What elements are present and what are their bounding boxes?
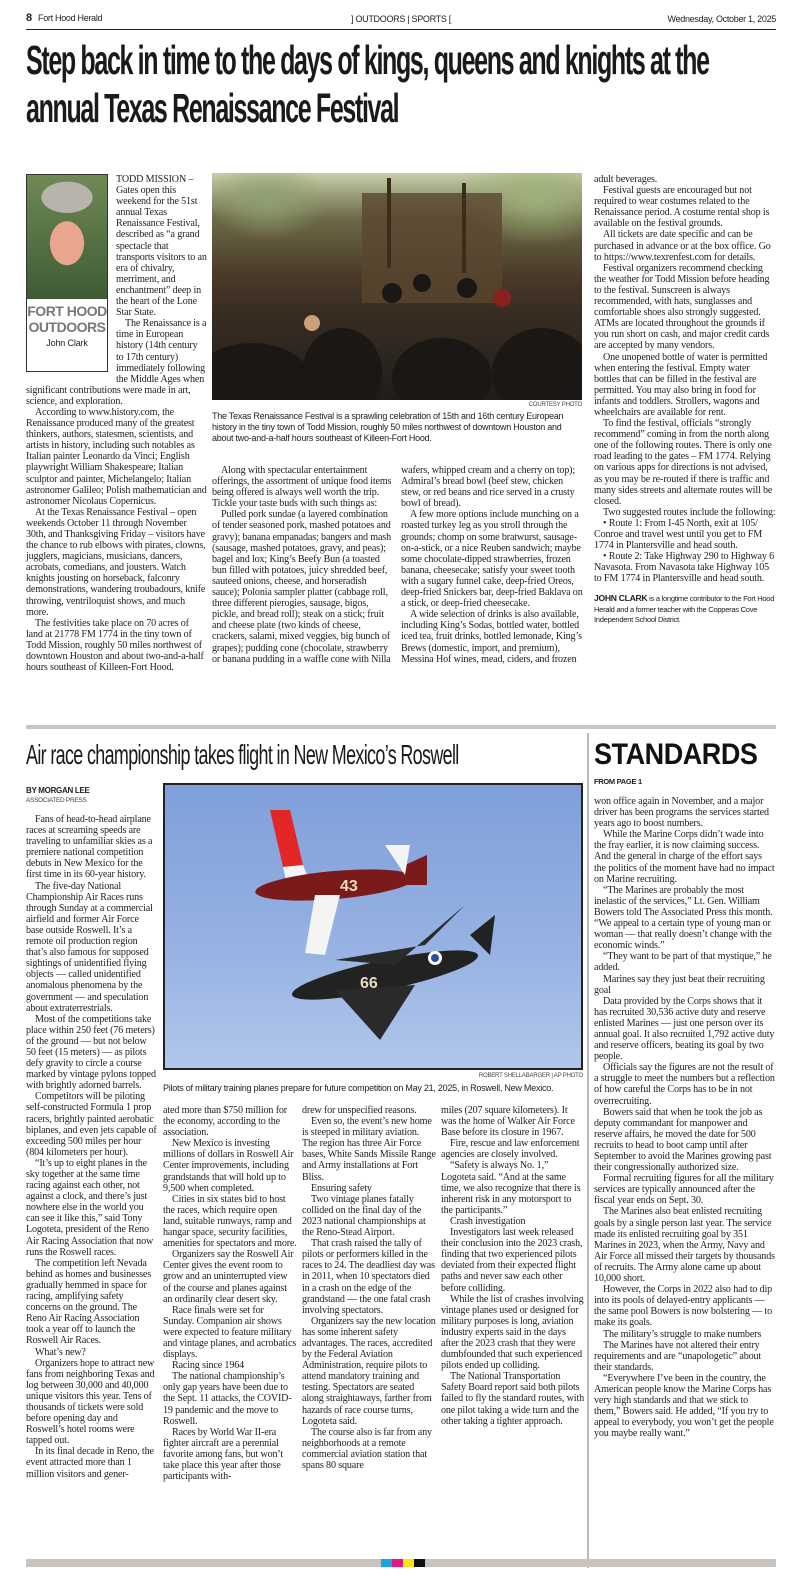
paragraph: Fire, rescue and law enforcement agencies are closely involved. [441,1138,580,1161]
paragraph: Crash investigation [450,1215,526,1227]
air-race-headline: Air race championship takes flight in New Mexico’s Roswell [26,739,459,770]
paragraph: One unopened bottle of water is permitted when entering the festival. Empty water bottles that can be filled in the festival are permitted. You may also bring in food for infants and toddlers. Strollers, wagons and wheelchairs are available for rent. [594,351,768,418]
jump-label: FROM PAGE 1 [594,777,642,786]
columnist-logo [26,174,108,372]
paragraph: Organizers hope to attract new fans from neighboring Texas and log between 30,000 and 40,000 unique visitors this year. Tens of thousands of tickets were sold before opening day and Roswell’s hotel rooms were tapped out. [26,1357,155,1447]
column-title [27,303,107,335]
page-number: 8 [26,12,32,24]
registration-marks [381,1559,425,1567]
page-header [26,12,776,30]
paragraph: The Marines have not altered their entry requirements and are “unapologetic” about their standards. [594,1339,762,1373]
paragraph: New Mexico is investing millions of dollars in Roswell Air Center improvements, including grandstands that will hold up to 9,500 when completed. [163,1138,294,1194]
agency: ASSOCIATED PRESS [26,797,87,804]
plane-43-illustration [254,810,427,955]
standards-column [594,796,776,1439]
black-mark [414,1559,425,1567]
paragraph: Racing since 1964 [172,1360,245,1372]
paper-name: Fort Hood Herald [38,13,103,23]
photo-caption: The Texas Renaissance Festival is a sprawling celebration of 15th and 16th century European history in the tiny town of Todd Mission, roughly 50 miles northwest of downtown Houston and about two-and-a-half hours southeast of Killeen-Fort Hood. [212,411,564,443]
paragraph: • Route 2: Take Highway 290 to Highway 6 Navasota. From Navasota take Highway 105 to FM 1774 in Plantersville and head south. [594,551,775,585]
paragraph: Along with spectacular entertainment offerings, the assortment of unique food items being offered is always well worth the trip. Tickle your taste buds with such things as: [212,465,392,510]
paragraph: Festival organizers recommend checking the weather for Todd Mission before heading to the festival. Sunscreen is always recommended, with hats, sunglasses and comfortable shoes also strongly suggested. ATMs are located throughout the grounds if you run short on cash, and major credit cards are accepted by many vendors. [594,262,770,352]
article1-column-1 [26,174,207,673]
paragraph: Two vintage planes fatally collided on the final day of the 2023 national championships at the Reno-Stead Airport. [302,1193,426,1239]
paragraph: Formal recruiting figures for all the military services are typically announced after the fiscal year ends on Sept. 30. [594,1173,774,1207]
article2-column-4 [441,1105,584,1427]
magenta-mark [392,1559,403,1567]
plane-number-43: 43 [340,878,358,895]
byline: BY MORGAN LEE [26,786,90,795]
column-divider [587,733,589,1568]
article2-column-2 [163,1105,297,1482]
paragraph: A few more options include munching on a roasted turkey leg as you stroll through the grounds; chomp on some bratwurst, sausage-on-a-stick, or a nice Reuben sandwich; maybe some chocolate-dipped strawberries, frozen banana, cheesecake; satisfy your sweet tooth with a sugary funnel cake, deep-fried Oreos, deep-fried Snickers bar, deep-fried Baklava on a stick, or deep-fried cheesecake. [401,509,583,610]
planes-illustration [165,785,581,1068]
paragraph: According to www.history.com, the Renaissance produced many of the greatest thinkers, authors, statesmen, scientists, and artists in history, including such notables as Italian painter Leonardo da Vinci; English playwright William Shakespeare; Italian sculptor and painter, Michelangelo; Italian astronomer Galileo; Polish mathematician and astronomer Nicolaus Copernicus. [26,406,207,507]
paragraph: Festival guests are encouraged but not required to wear costumes related to the Renaissance period. A costume rental shop is available on the festival grounds. [594,185,770,230]
paragraph: • Route 1: From I-45 North, exit at 105/ Conroe and travel west until you get to FM 1774 in Plantersville and head south. [594,517,763,552]
cyan-mark [381,1559,392,1567]
paragraph: Officials say the figures are not the result of a struggle to meet the numbers but a reflection of how careful the Corps has to be in not overrecruiting. [594,1062,775,1107]
air-race-photo [163,783,583,1070]
paragraph: That crash raised the tally of pilots or performers killed in the races to 24. The deadliest day was in 2011, when 10 spectators died in a crash on the edge of the grandstand — the one fatal crash involving spectators. [302,1238,435,1316]
photo2-credit: ROBERT SHELLABARGER | AP PHOTO [478,1073,583,1079]
paragraph: Data provided by the Corps shows that it has recruited 30,536 active duty and reserve enlisted Marines — just one person over its annual goal. It also recruited 1,792 active duty and reserve officers, beating its goal by two people. [594,995,775,1063]
columnist-name: John Clark [46,338,88,348]
paragraph: At the Texas Renaissance Festival – open weekends October 11 through November 30th, and Thanksgiving Friday – visitors have the chance to rub elbows with pirates, clowns, jugglers, magicians, musicians, dancers, acrobats, comedians, and jousters. Watch knights jousting on horseback, falconry demonstrations, wandering troubadours, knife throwing, ventriloquist shows, and much more. [26,506,206,618]
article1-column-3 [401,465,583,665]
standards-headline: STANDARDS [594,738,758,771]
issue-date: Wednesday, October 1, 2025 [667,14,776,24]
paragraph: The course also is far from any neighborhoods at a remote commercial aviation station that spans 80 square [302,1426,432,1471]
paragraph: “They want to be part of that mystique,” he added. [594,951,772,974]
paragraph: “Everywhere I’ve been in the country, the American people know the Marine Corps has very high standards and that we stick to them,” Bowers said. He added, “If you try to appeal to everybody, you won’t get the people you maybe really want.” [594,1372,774,1440]
plane-number-66: 66 [360,975,378,992]
photo2-caption: Pilots of military training planes prepare for future competition on May 21, 2025, in Roswell, New Mexico. [163,1083,554,1093]
article-headline: Step back in time to the days of kings, queens and knights at the annual Texas Renaissance Festival [26,37,709,131]
paragraph: The National Transportation Safety Board report said both pilots failed to fly the standard routes, with one pilot taking a wide turn and the other taking a tighter approach. [441,1371,584,1427]
paragraph: Bowers said that when he took the job as deputy commandant for manpower and reserve affairs, he moved the date for 500 recruits to head to boot camp until after September to avoid the Marines growing past their congressionally authorized size. [594,1106,772,1174]
paragraph: The competition left Nevada behind as homes and businesses gradually hemmed in space for racing, amplifying safety concerns on the ground. The Reno Air Racing Association took a year off to launch the Roswell Air Races. [26,1257,152,1347]
paragraph: Pulled pork sundae (a layered combination of tender seasoned pork, mashed potatoes and gravy); banana empanadas; bangers and mash (sausage, mashed potatoes, gravy, and peas); bagel and lox; King’s Beefy Bun (a toasted bun filled with potatoes, juicy shredded beef, sauteed onions, cheese, and horseradish sauce); Polonia sampler platter (cabbage roll, three different pierogies, sausage, bigos, pickle, and bread roll); steak on a stick; fruit and cheese plate (two kinds of cheese, crackers, salami, mixed veggies, big bunch of grapes); pudding cone (chocolate, strawberry or banana pudding in a waffle cone with Nilla [212,509,391,665]
paragraph: To find the festival, officials “strongly recommend” coming in from the north along one of the following routes. There is only one road leading to the gates – FM 1774. Relying on various apps for directions is not advised, as you may be re-routed if there is traffic and many sides streets and alternate routes will be closed. [594,418,773,507]
author-bio-name: JOHN CLARK [594,593,648,604]
paragraph: In its final decade in Reno, the event attracted more than 1 million visitors and gener- [26,1446,154,1480]
paragraph: drew for unspecified reasons. [302,1105,417,1116]
renaissance-festival-photo [212,173,582,400]
paragraph: However, the Corps in 2022 also had to dip into its pools of delayed-entry applicants — the same pool Bowers is now bolstering — to make its goals. [594,1284,773,1329]
paragraph: All tickets are date specific and can be purchased in advance or at the box office. Go to https://www.texrenfest.com for details. [594,229,771,263]
author-bio-text: is a longtime contributor to the Fort Hood Herald and a former teacher with the Copperas Cove Independent School District. [594,594,775,625]
paragraph: While the list of crashes involving vintage planes used or designed for military purposes is long, aviation industry experts said in the days after the 2023 crash that they were dumbfounded that such experienced pilots ended up colliding. [441,1293,584,1372]
paragraph: Most of the competitions take place within 250 feet (76 meters) of the ground — but not below 50 feet (15 meters) — as pilots defy gravity to circle a course marked by vintage pylons topped with brightly adorned barrels. [26,1013,156,1092]
columnist-photo [27,175,107,299]
paragraph: Marines say they just beat their recruiting goal [594,973,765,996]
article1-column-2 [212,465,393,665]
author-bio [594,593,776,626]
paragraph: Organizers say the Roswell Air Center gives the event room to grow and an uninterrupted view of the course and planes against an ordinarily clear desert sky. [163,1249,294,1305]
paragraph: adult beverages. [594,174,658,185]
paragraph: TODD MISSION – Gates open this weekend for the 51st annual Texas Renaissance Festival, described as “a grand spectacle that transports visitors to an era of chivalry, merriment, and enchantment” deep in the heart of the Lone Star State. [116,174,207,319]
paragraph: Even so, the event’s new home is steeped in military aviation. The region has three Air Force bases, White Sands Missile Range and Army installations at Fort Bliss. [302,1116,436,1183]
section-divider [26,725,776,729]
article1-column-4 [594,174,776,626]
paragraph: While the Marine Corps didn’t wade into the fray earlier, it is now claiming success. And the general in charge of the effort says the politics of the moment have had no impact on Marine recruiting. [594,829,775,885]
paragraph: The military’s struggle to make numbers [603,1328,762,1340]
paragraph: miles (207 square kilometers). It was the home of Walker Air Force Base before its closure in 1967. [441,1105,575,1139]
paragraph: won office again in November, and a major driver has been programs the services started years ago to boost numbers. [594,796,769,830]
byline-block [26,786,156,805]
paragraph: Race finals were set for Sunday. Companion air shows were expected to feature military and vintage planes, and acrobatics displays. [163,1304,297,1361]
paragraph: Two suggested routes include the following: [603,506,776,518]
paragraph: Investigators last week released their conclusion into the 2023 crash, finding that two experienced pilots deviated from their expected flight paths and never saw each other before colliding. [441,1227,583,1294]
paragraph: What’s new? [35,1346,86,1358]
paragraph: Ensuring safety [311,1182,372,1194]
festival-scene-illustration [212,173,582,400]
paragraph: A wide selection of drinks is also available, including King’s Sodas, bottled water, bottled iced tea, fruit drinks, bottled lemonade, King’s Brews (domestic, import, and premium), Messina Hof wines, mead, ciders, and frozen [401,609,582,665]
yellow-mark [403,1559,414,1567]
paragraph: Fans of head-to-head airplane races at screaming speeds are traveling to unfamiliar skies as a premiere national competition debuts in New Mexico for the first time in its 60-year history. [26,814,153,881]
paragraph: Races by World War II-era fighter aircraft are a perennial favorite among fans, but won’t take place this year after those participants with- [163,1426,284,1483]
paragraph: The national championship’s only gap years have been due to the Sept. 11 attacks, the COVID-19 pandemic and the move to Roswell. [163,1371,292,1427]
photo-credit: COURTESY PHOTO [528,402,582,408]
paragraph: wafers, whipped cream and a cherry on top); Admiral’s bread bowl (beef stew, chicken stew, or red beans and rice served in a crusty bowl of bread). [401,465,576,510]
paragraph: “It’s up to eight planes in the sky together at the same time racing against each other, not against a clock, and there’s just nowhere else in the world you can see it like this,” said Tony Logoteta, president of the Reno Air Racing Association that now runs the Roswell races. [26,1157,154,1258]
paragraph: The five-day National Championship Air Races runs through Sunday at a commercial airfield and former Air Force base outside Roswell. It’s a remote oil production region that’s also famous for supposed sightings of unidentified flying objects — called unidentified anomalous phenomena by the government — and speculation about extraterrestrials. [26,880,153,1014]
paragraph: The festivities take place on 70 acres of land at 21778 FM 1774 in the tiny town of Todd Mission, roughly 50 miles northwest of downtown Houston and about two-and-a-half hours southeast of Killeen-Fort Hood. [26,617,204,674]
paragraph: The Renaissance is a time in European history (14th century to 17th century) immediately following the Middle Ages when significant contributions were made in art, science, and exploration. [26,318,207,407]
paragraph: The Marines also beat enlisted recruiting goals by a single person last year. The service made its enlisted recruiting goal by 351 Marines in 2023, when the Army, Navy and Air Force all missed their targets by thousands of recruits. The Army alone came up about 10,000 short. [594,1206,775,1285]
paragraph: Organizers say the new location has some inherent safety advantages. The races, accredited by the Federal Aviation Administration, require pilots to attend mandatory training and testing. Spectators are seated along straightaways, farther from hazards of race course turns, Logoteta said. [302,1315,436,1427]
paragraph: “Safety is always No. 1,” Logoteta said. “And at the same time, we also recognize that there is inherent risk in any motorsport to the participants.” [441,1160,581,1216]
column-title-line2: OUTDOORS [28,319,106,335]
column-title-line1: FORT HOOD [27,303,107,319]
paragraph: Competitors will be piloting self-constructed Formula 1 prop racers, brightly painted aerobatic biplanes, and even jets capable of exceeding 500 miles per hour (804 kilometers per hour). [26,1091,157,1158]
paragraph: ated more than $750 million for the economy, according to the association. [163,1105,288,1139]
paragraph: “The Marines are probably the most inelastic of the services,” Lt. Gen. William Bowers told The Associated Press this month. “We appeal to a certain type of young man or woman — that really doesn’t change with the economic winds.” [594,884,773,952]
section-label: ] OUTDOORS | SPORTS [ [351,14,451,24]
article2-column-3 [302,1105,436,1471]
article2-column-1 [26,814,157,1480]
paragraph: Cities in six states bid to host the races, which require open land, suitable runways, ramp and hangar space, security facilities, amenities for spectators and more. [163,1193,297,1250]
